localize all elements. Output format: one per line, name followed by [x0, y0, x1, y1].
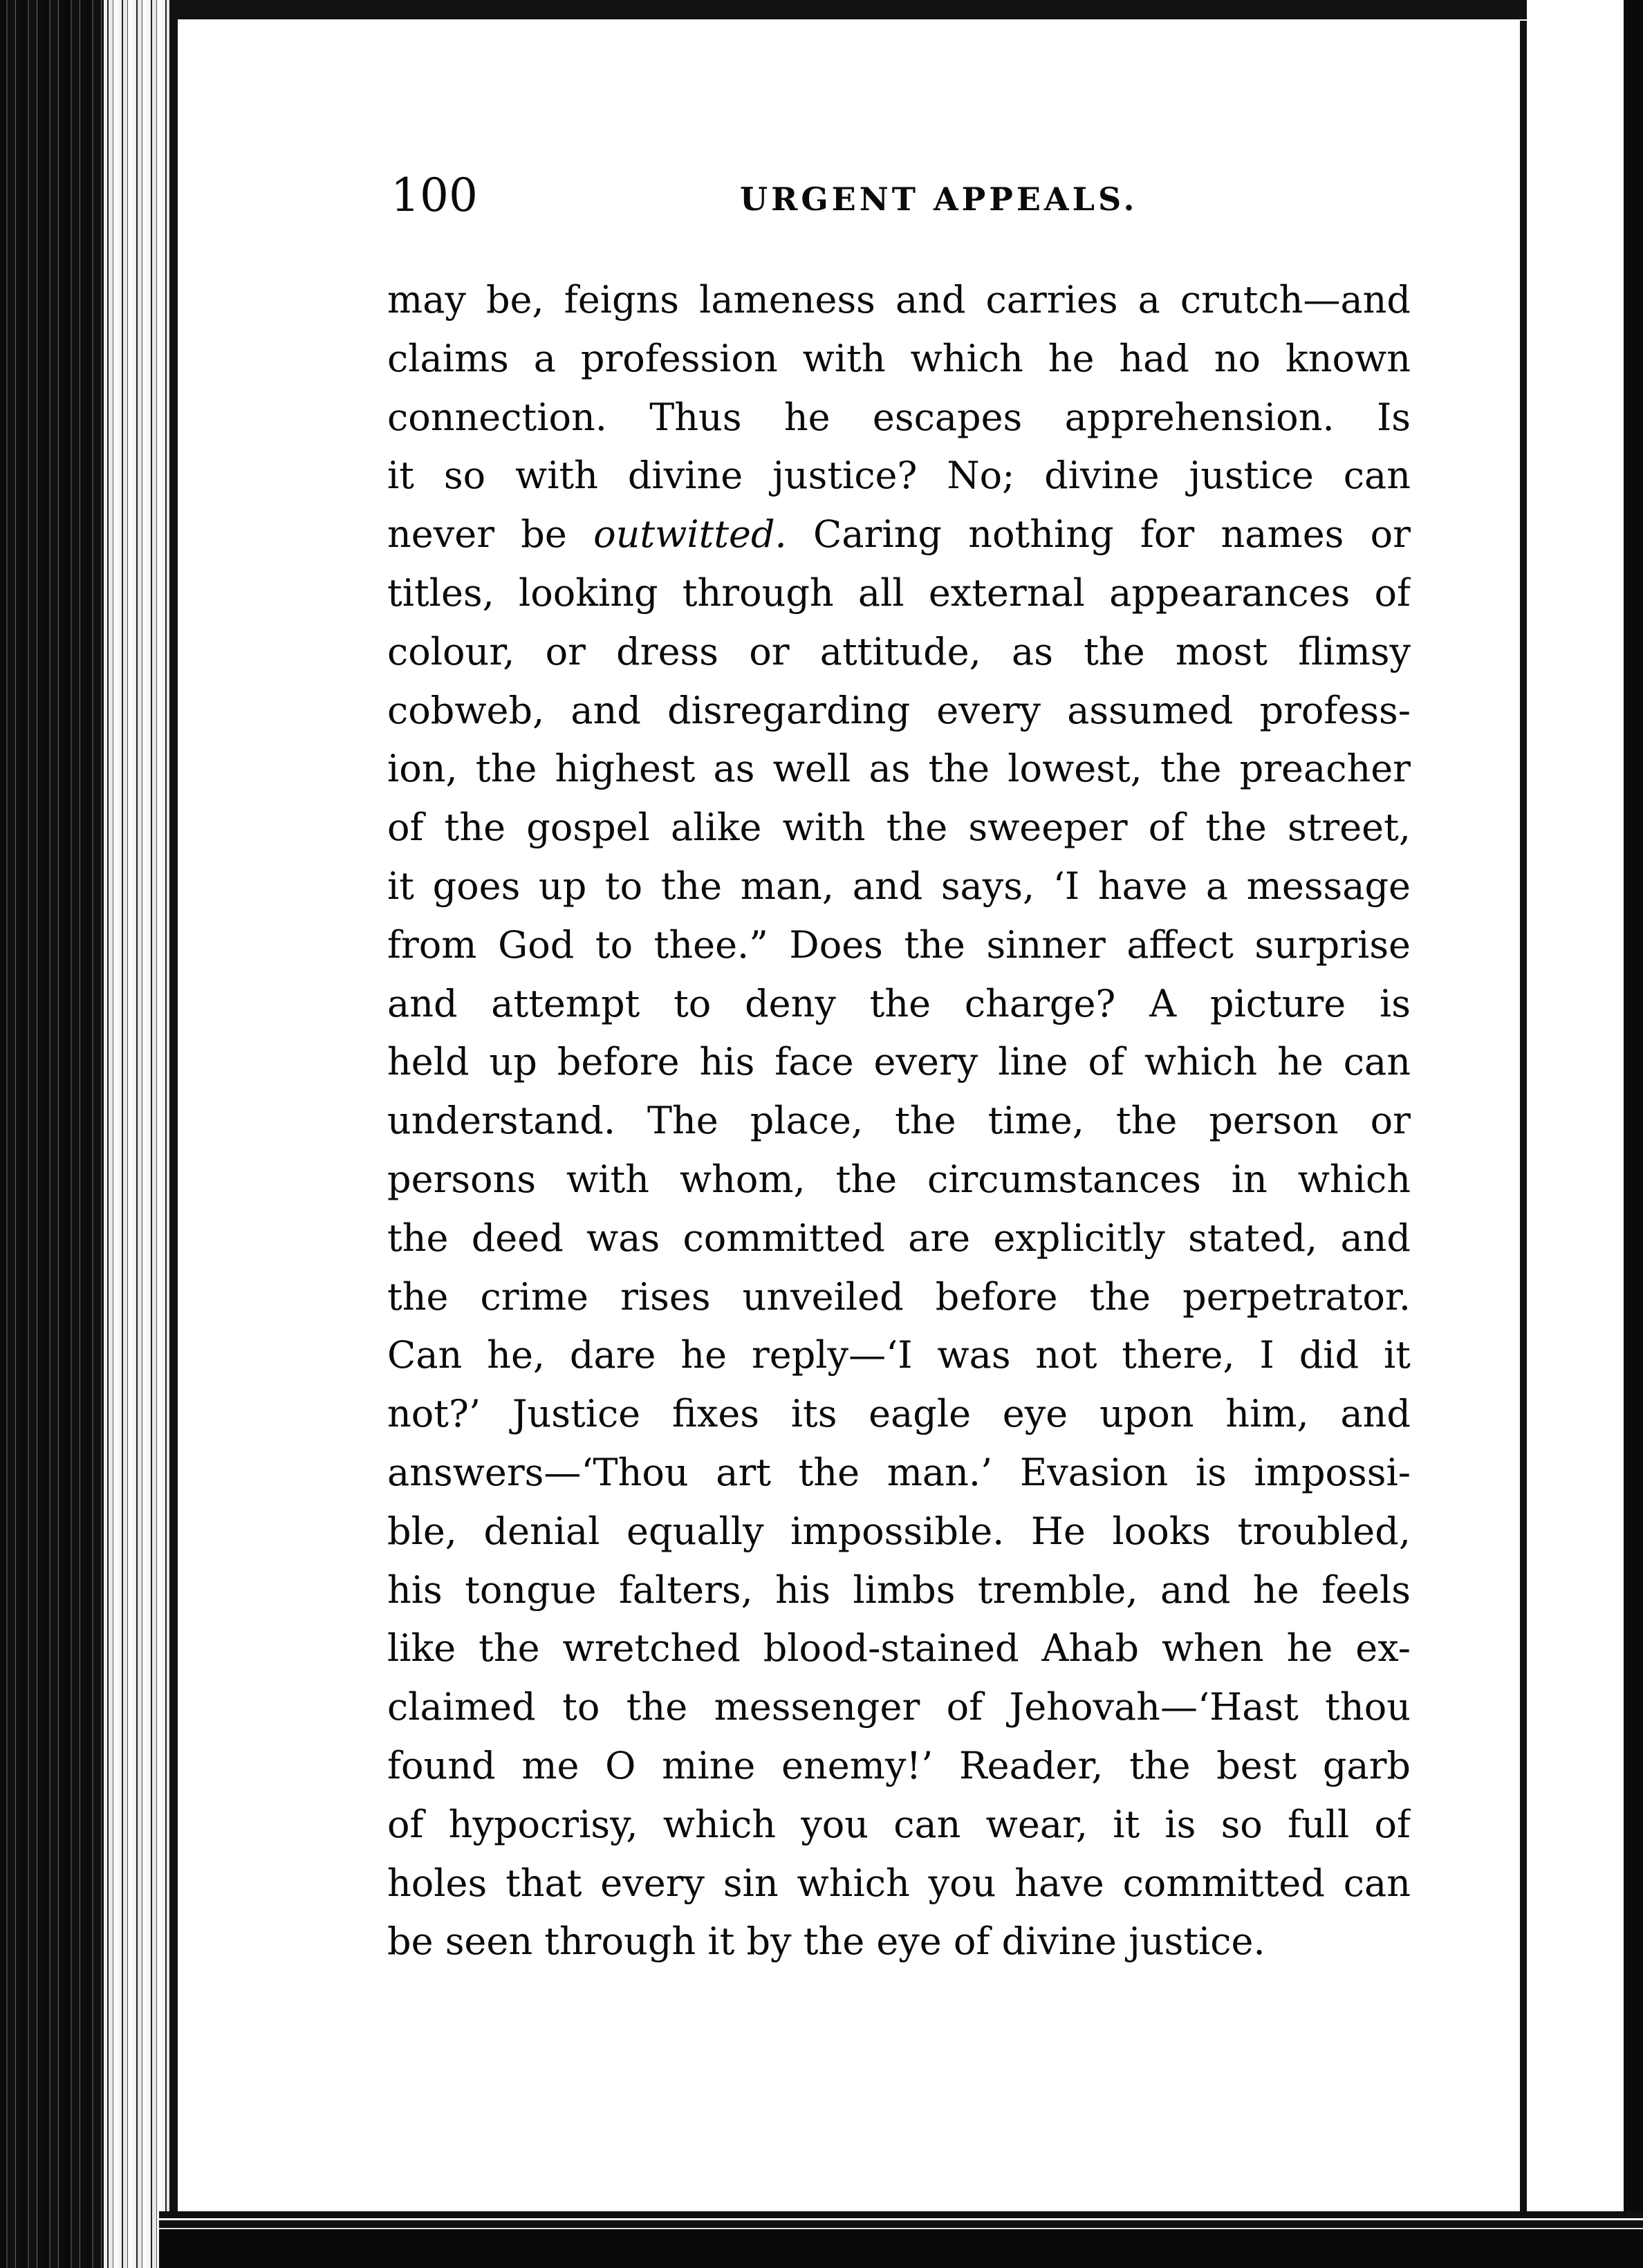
- top-border: [173, 0, 1528, 19]
- italic-word: outwitted.: [593, 512, 787, 557]
- page-header: [391, 165, 1414, 227]
- text-line: the deed was committed are explicitly stated, and: [387, 1216, 1411, 1260]
- text-line: colour, or dress or attitude, as the most flimsy: [387, 629, 1411, 673]
- running-head: URGENT APPEALS.: [740, 180, 1138, 218]
- text-line: not?’ Justice fixes its eagle eye upon him, and: [387, 1392, 1411, 1436]
- text-line: it goes up to the man, and says, ‘I have a message: [387, 864, 1411, 908]
- text-line: ion, the highest as well as the lowest, the preacher: [387, 747, 1411, 791]
- text-line: from God to thee.” Does the sinner affect surprise: [387, 922, 1411, 967]
- text-line: persons with whom, the circumstances in which: [387, 1157, 1411, 1201]
- text-line: titles, looking through all external appearances of: [387, 570, 1411, 615]
- page-number: 100: [391, 169, 478, 222]
- text-line: cobweb, and disregarding every assumed profess-: [387, 688, 1411, 732]
- text-line: of hypocrisy, which you can wear, it is so full of: [387, 1802, 1411, 1846]
- text-line: claims a profession with which he had no known: [387, 336, 1411, 380]
- text-line: it so with divine justice? No; divine justice can: [387, 454, 1411, 498]
- text-line: connection. Thus he escapes apprehension. Is: [387, 395, 1411, 439]
- text-line: understand. The place, the time, the person or: [387, 1099, 1411, 1143]
- right-border: [1624, 0, 1643, 2268]
- right-page-border: [1520, 21, 1527, 2227]
- text-fragment: Caring nothing for names or: [786, 512, 1411, 557]
- text-line: holes that every sin which you have committed can: [387, 1861, 1411, 1905]
- text-line: and attempt to deny the charge? A picture is: [387, 981, 1411, 1025]
- text-line: ble, denial equally impossible. He looks troubled,: [387, 1509, 1411, 1553]
- bottom-border: [159, 2211, 1643, 2268]
- text-line: may be, feigns lameness and carries a crutch—and: [387, 278, 1411, 322]
- text-line-last: be seen through it by the eye of divine justice.: [387, 1920, 1265, 1964]
- spine-border: [169, 0, 178, 2268]
- text-line: like the wretched blood-stained Ahab when he ex-: [387, 1626, 1411, 1671]
- text-line: held up before his face every line of which he can: [387, 1040, 1411, 1084]
- text-line: answers—‘Thou art the man.’ Evasion is impossi-: [387, 1450, 1411, 1494]
- text-line-with-italic: [387, 505, 1411, 564]
- page-edges: [104, 0, 176, 2268]
- text-line: found me O mine enemy!’ Reader, the best garb: [387, 1743, 1411, 1787]
- text-line: Can he, dare he reply—‘I was not there, I did it: [387, 1333, 1411, 1377]
- text-fragment: never be: [387, 512, 594, 557]
- text-line: of the gospel alike with the sweeper of the street,: [387, 806, 1411, 850]
- body-text: [387, 271, 1411, 1971]
- text-line: his tongue falters, his limbs tremble, and he feels: [387, 1568, 1411, 1612]
- text-line: the crime rises unveiled before the perpetrator.: [387, 1274, 1411, 1319]
- text-line: claimed to the messenger of Jehovah—‘Hast thou: [387, 1685, 1411, 1729]
